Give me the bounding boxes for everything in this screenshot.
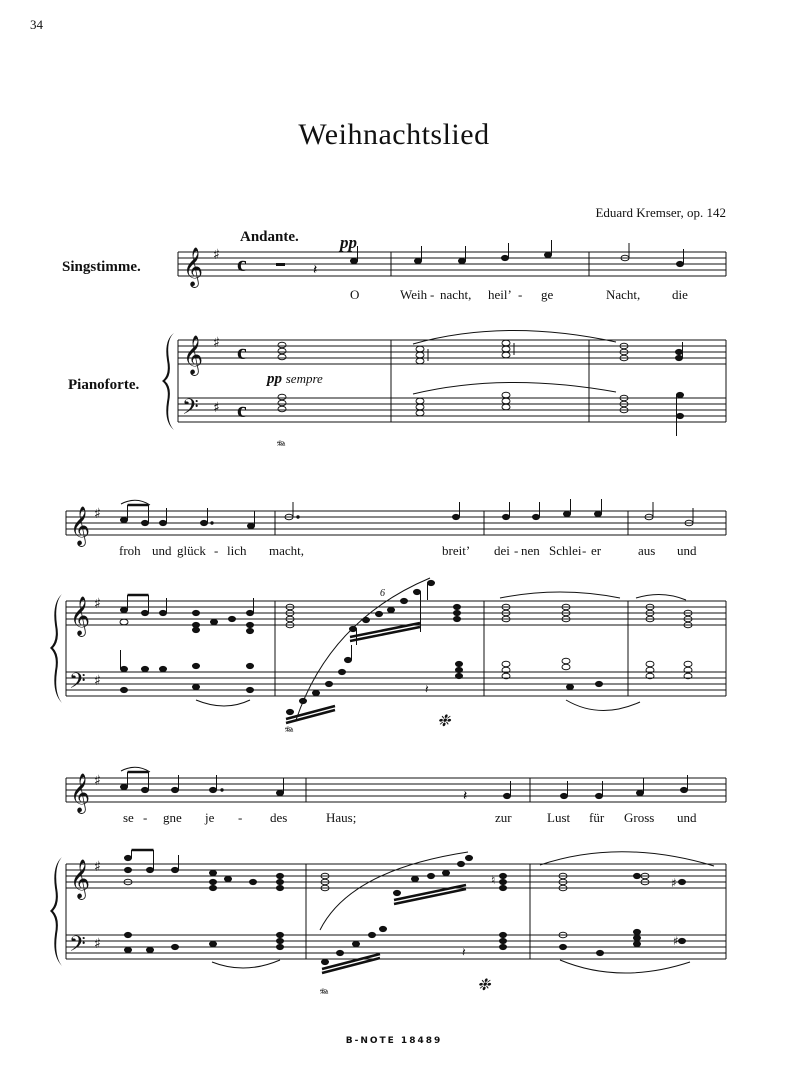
svg-text:♯: ♯ — [671, 876, 677, 890]
lyric-syllable: er — [591, 543, 602, 558]
treble-clef-icon: 𝄞 — [70, 596, 91, 636]
piano-bass-staff-1 — [178, 398, 726, 422]
lyric-hyphen: - — [518, 287, 523, 302]
voice-notes-2 — [121, 499, 694, 529]
piano-part-label: Pianoforte. — [68, 377, 140, 393]
lyric-syllable: gne — [163, 810, 182, 825]
svg-text:𝄽: 𝄽 — [425, 682, 429, 696]
pedal-marking-icon: 𝆮 — [275, 439, 285, 454]
svg-text:𝄽: 𝄽 — [313, 262, 318, 278]
lyric-syllable: froh — [119, 543, 141, 558]
svg-text:𝄽: 𝄽 — [462, 945, 466, 959]
piano-dynamic: pp sempre — [267, 371, 323, 387]
voice-dynamic: pp — [340, 233, 357, 252]
page-number: 34 — [30, 17, 43, 32]
lyric-hyphen: - — [214, 543, 219, 558]
svg-text:♯: ♯ — [94, 773, 101, 789]
treble-clef-icon: 𝄞 — [70, 773, 91, 813]
svg-text:c: c — [237, 339, 247, 364]
treble-clef-icon: 𝄞 — [70, 859, 91, 899]
composer-credit: Eduard Kremser, op. 142 — [595, 205, 726, 220]
lyric-hyphen: - — [514, 543, 519, 558]
bass-clef-icon: 𝄢 — [182, 395, 199, 425]
lyric-syllable: nen — [521, 543, 540, 558]
pedal-release-icon: ❉ — [437, 713, 451, 730]
voice-part-label: Singstimme. — [62, 259, 141, 275]
lyric-syllable: nacht, — [440, 287, 472, 302]
svg-text:♯: ♯ — [213, 335, 220, 351]
svg-text:♯: ♯ — [213, 400, 220, 416]
svg-text:c: c — [237, 397, 247, 422]
lyric-syllable: glück — [177, 543, 206, 558]
lyric-syllable: für — [589, 810, 605, 825]
svg-text:c: c — [237, 251, 247, 276]
lyric-syllable: die — [672, 287, 688, 302]
lyric-hyphen: - — [238, 810, 243, 825]
voice-notes-3 — [121, 772, 688, 804]
lyric-syllable: heil’ — [488, 287, 512, 302]
lyric-hyphen: - — [582, 543, 587, 558]
svg-text:𝄽: 𝄽 — [463, 788, 468, 804]
lyric-syllable: aus — [638, 543, 656, 558]
lyric-hyphen: - — [143, 810, 148, 825]
lyric-syllable: je — [205, 810, 215, 825]
lyric-syllable: Gross — [624, 810, 655, 825]
lyric-syllable: und — [677, 810, 697, 825]
treble-clef-icon: 𝄞 — [183, 247, 204, 287]
lyric-syllable: und — [677, 543, 697, 558]
lyric-syllable: Schlei — [549, 543, 582, 558]
piano-treble-staff-1 — [178, 340, 726, 364]
lyric-syllable: O — [350, 287, 360, 302]
page-title: Weihnachtslied — [298, 118, 490, 151]
svg-text:♯: ♯ — [94, 673, 101, 689]
pedal-marking-icon: 𝆮 — [283, 725, 293, 740]
svg-text:♯: ♯ — [94, 936, 101, 952]
bass-clef-icon: 𝄢 — [69, 669, 86, 699]
page-footer: B-NOTE 18489 — [345, 1036, 443, 1046]
lyric-syllable: Haus; — [326, 810, 357, 825]
bass-clef-icon: 𝄢 — [69, 932, 86, 962]
svg-text:♮: ♮ — [491, 873, 496, 887]
pedal-release-icon: ❉ — [477, 977, 491, 994]
svg-text:♯: ♯ — [94, 859, 101, 875]
svg-text:6: 6 — [380, 588, 385, 599]
lyric-syllable: des — [270, 810, 288, 825]
treble-clef-icon: 𝄞 — [183, 335, 204, 375]
lyric-syllable: breit’ — [442, 543, 471, 558]
lyric-syllable: dei — [494, 543, 510, 558]
lyric-syllable: se — [123, 810, 134, 825]
tempo-marking: Andante. — [240, 229, 299, 245]
svg-text:♯: ♯ — [94, 506, 101, 522]
lyric-syllable: Nacht, — [606, 287, 641, 302]
treble-clef-icon: 𝄞 — [70, 506, 91, 546]
voice-staff-1 — [178, 252, 726, 276]
lyric-syllable: und — [152, 543, 172, 558]
lyric-syllable: lich — [227, 543, 247, 558]
svg-text:♯: ♯ — [213, 247, 220, 263]
lyric-syllable: zur — [495, 810, 512, 825]
lyric-syllable: macht, — [269, 543, 305, 558]
svg-text:♯: ♯ — [673, 934, 679, 948]
lyric-syllable: ge — [541, 287, 554, 302]
lyric-hyphen: - — [430, 287, 435, 302]
common-time-icon — [237, 251, 247, 422]
pedal-marking-icon: 𝆮 — [318, 987, 328, 1002]
voice-notes-1 — [351, 240, 684, 267]
svg-text:♯: ♯ — [94, 596, 101, 612]
lyric-syllable: Lust — [547, 810, 571, 825]
lyric-syllable: Weih — [400, 287, 428, 302]
